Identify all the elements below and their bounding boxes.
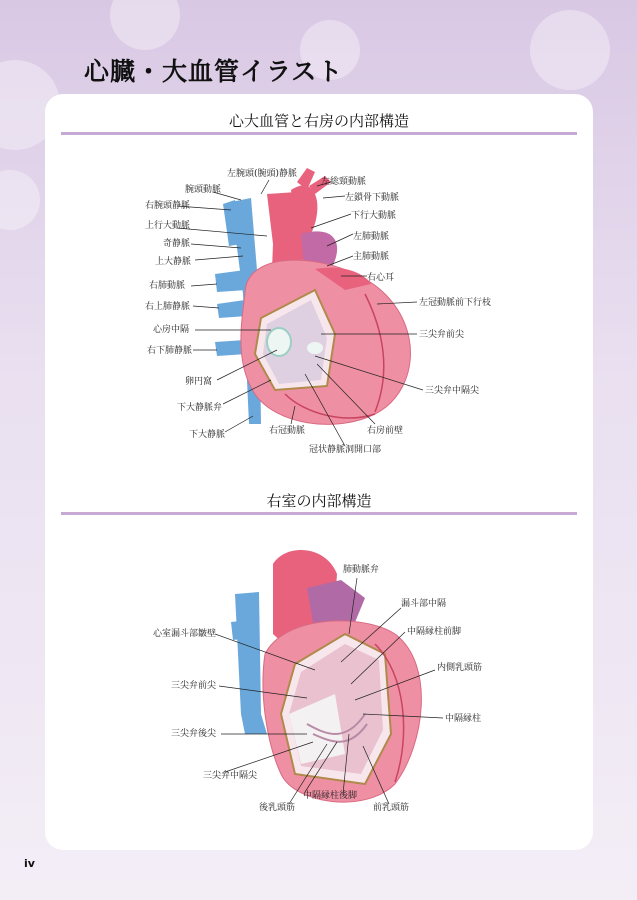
- label: 冠状静脈洞開口部: [309, 445, 382, 455]
- label: 右肺動脈: [149, 281, 186, 291]
- label: 右冠動脈: [269, 426, 306, 436]
- label: 下大静脈弁: [177, 403, 223, 413]
- label: 三尖弁前尖: [419, 330, 465, 340]
- label: 心房中隔: [153, 325, 190, 335]
- bokeh-decoration: [530, 10, 610, 90]
- label: 左冠動脈前下行枝: [419, 298, 492, 308]
- label: 漏斗部中隔: [401, 599, 447, 609]
- figure2-heart: [231, 550, 421, 802]
- label: 左肺動脈: [353, 232, 390, 242]
- label: 腕頭動脈: [185, 185, 222, 195]
- label: 三尖弁前尖: [171, 681, 217, 691]
- label: 右上肺静脈: [145, 302, 191, 312]
- label: 三尖弁後尖: [171, 729, 217, 739]
- label: 中隔縁柱前脚: [407, 627, 462, 637]
- page-title: 心臓・大血管イラスト: [84, 57, 344, 86]
- label: 三尖弁中隔尖: [425, 386, 480, 396]
- label: 左鎖骨下動脈: [345, 193, 400, 203]
- label: 左総頸動脈: [321, 177, 367, 187]
- label: 主肺動脈: [353, 252, 390, 262]
- section1-title: 心大血管と右房の内部構造: [228, 112, 409, 130]
- heart-illustration: [45, 94, 593, 850]
- label: 後乳頭筋: [259, 803, 296, 813]
- content-card: [45, 94, 593, 850]
- label: 右心耳: [367, 273, 395, 283]
- label: 奇静脈: [163, 239, 191, 249]
- figure1-heart: [215, 168, 410, 424]
- label: 上大静脈: [155, 257, 192, 267]
- label: 三尖弁中隔尖: [203, 771, 258, 781]
- label: 下大静脈: [189, 430, 226, 440]
- label: 中隔縁柱後脚: [303, 791, 358, 801]
- label: 心室漏斗部皺壁: [153, 629, 217, 639]
- label: 内側乳頭筋: [437, 663, 483, 673]
- label: 上行大動脈: [145, 221, 191, 231]
- page-number: iv: [24, 857, 35, 870]
- label: 右房前壁: [367, 426, 404, 436]
- label: 右腕頭静脈: [145, 201, 191, 211]
- label: 肺動脈弁: [343, 565, 380, 575]
- label: 前乳頭筋: [373, 803, 410, 813]
- label: 下行大動脈: [351, 211, 397, 221]
- label: 左腕頭(腕頭)静脈: [227, 169, 298, 179]
- label: 卵円窩: [185, 377, 213, 387]
- section2-title: 右室の内部構造: [266, 492, 372, 510]
- label: 右下肺静脈: [147, 346, 193, 356]
- label: 中隔縁柱: [445, 714, 482, 724]
